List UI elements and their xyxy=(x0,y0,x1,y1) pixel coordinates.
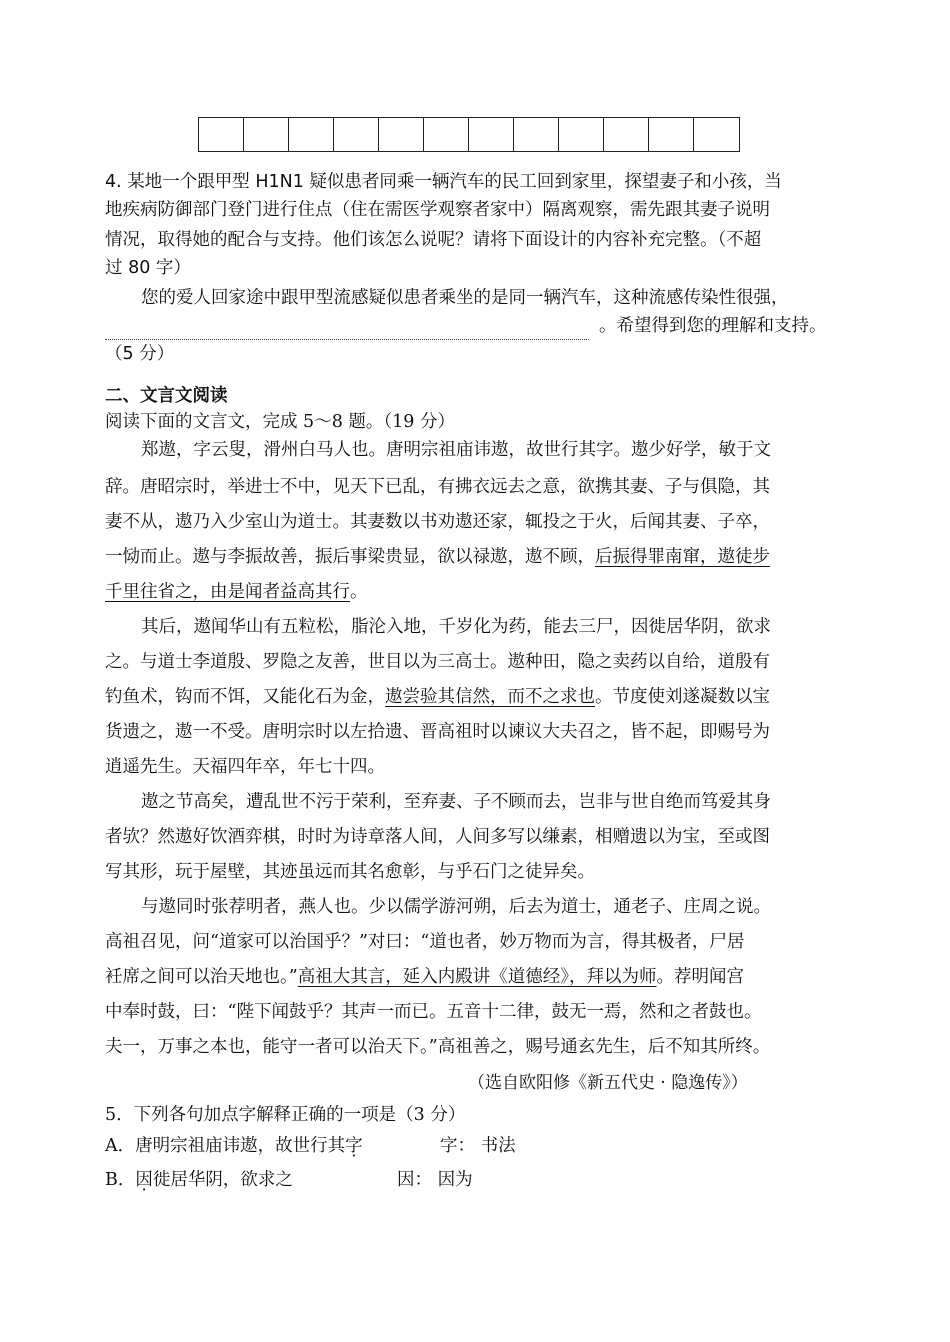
grid-cell[interactable] xyxy=(289,118,334,151)
grid-cell[interactable] xyxy=(244,118,289,151)
text-segment: 衽席之间可以治天地也。” xyxy=(105,967,298,987)
passage-p4-line-1: 与遨同时张荐明者，燕人也。少以儒学游河朔，后去为道士，通老子、庄周之说。 xyxy=(141,897,771,917)
text-segment: 。节度使刘遂凝数以宝 xyxy=(595,687,770,707)
option-b-gloss: 因： 因为 xyxy=(397,1170,473,1190)
passage-p2-line-4: 货遗之，遨一不受。唐明宗时以左拾遗、晋高祖时以谏议大夫召之，皆不起，即赐号为 xyxy=(105,722,770,742)
text-segment: 一恸而止。遨与李振故善，振后事梁贵显，欲以禄遨，遨不顾， xyxy=(105,547,595,567)
q5-stem: 5．下列各句加点字解释正确的一项是（3 分） xyxy=(105,1105,466,1125)
source-citation: （选自欧阳修《新五代史 · 隐逸传》） xyxy=(468,1073,748,1093)
passage-p4-line-3 xyxy=(105,963,744,991)
q4-line-6-tail: 。希望得到您的理解和支持。 xyxy=(599,316,827,336)
underlined-sentence-3: 高祖大其言，延入内殿讲《道德经》，拜以为师 xyxy=(297,967,657,987)
passage-p4-line-4: 中奉时鼓，曰：“陛下闻鼓乎？其声一而已。五音十二律，鼓无一焉，然和之者鼓也。 xyxy=(105,1002,762,1022)
option-a-gloss: 字： 书法 xyxy=(440,1136,516,1156)
answer-grid xyxy=(198,117,740,152)
q4-line-4: 过 80 字） xyxy=(105,258,191,278)
text-segment: 。荐明闻宫 xyxy=(656,967,744,987)
grid-cell[interactable] xyxy=(379,118,424,151)
passage-p4-line-5: 夫一，万事之本也，能守一者可以治天下。”高祖善之，赐号通玄先生，后不知其所终。 xyxy=(105,1037,771,1057)
q4-score: （5 分） xyxy=(105,344,175,364)
grid-cell[interactable] xyxy=(559,118,604,151)
text-segment: 。 xyxy=(350,582,368,602)
answer-blank[interactable] xyxy=(105,319,589,340)
underlined-sentence-1a: 后振得罪南窜，遨徒步 xyxy=(595,547,770,567)
option-b-label: B． xyxy=(105,1170,136,1190)
passage-p1-line-2: 辞。唐昭宗时，举进士不中，见天下已乱，有拂衣远去之意，欲携其妻、子与俱隐，其 xyxy=(105,477,770,497)
option-a-text: A．唐明宗祖庙讳遨，故世行其 xyxy=(105,1136,346,1156)
passage-p1-line-1: 郑遨，字云叟，滑州白马人也。唐明宗祖庙讳遨，故世行其字。遨少好学，敏于文 xyxy=(141,440,771,460)
text-segment: 钓鱼术，钩而不饵，又能化石为金， xyxy=(105,687,385,707)
option-b-text: 徙居华阴，欲求之 xyxy=(152,1170,293,1190)
q4-line-3: 情况，取得她的配合与支持。他们该怎么说呢？请将下面设计的内容补充完整。（不超 xyxy=(105,230,762,250)
passage-p1-line-4 xyxy=(105,543,770,571)
passage-p1-line-5 xyxy=(105,578,368,606)
underlined-sentence-2: 遨尝验其信然，而不之求也 xyxy=(385,687,595,707)
passage-p3-line-2: 者欤？然遨好饮酒弈棋，时时为诗章落人间，人间多写以缣素，相赠遗以为宝，至或图 xyxy=(105,827,770,847)
grid-cell[interactable] xyxy=(424,118,469,151)
grid-cell[interactable] xyxy=(514,118,559,151)
q5-option-b[interactable] xyxy=(105,1166,293,1194)
passage-p2-line-2: 之。与道士李道殷、罗隐之友善，世目以为三高士。遨种田，隐之卖药以自给，道殷有 xyxy=(105,652,770,672)
q4-line-5: 您的爱人回家途中跟甲型流感疑似患者乘坐的是同一辆汽车，这种流感传染性很强， xyxy=(141,288,789,308)
emphasized-char: 因 xyxy=(135,1170,153,1190)
q5-option-a[interactable] xyxy=(105,1132,363,1160)
grid-cell[interactable] xyxy=(604,118,649,151)
passage-p4-line-2: 高祖召见，问“道家可以治国乎？”对曰：“道也者，妙万物而为言，得其极者，尸居 xyxy=(105,932,745,952)
passage-p2-line-1: 其后，遨闻华山有五粒松，脂沦入地，千岁化为药，能去三尸，因徙居华阴，欲求 xyxy=(141,617,771,637)
q4-answer-line xyxy=(105,312,827,340)
passage-p2-line-5: 逍遥先生。天福四年卒，年七十四。 xyxy=(105,757,385,777)
passage-p2-line-3 xyxy=(105,683,770,711)
passage-p3-line-1: 遨之节高矣，遭乱世不污于荣利，至弃妻、子不顾而去，岂非与世自绝而笃爱其身 xyxy=(141,792,771,812)
grid-cell[interactable] xyxy=(694,118,739,151)
underlined-sentence-1b: 千里往省之，由是闻者益高其行 xyxy=(105,582,350,602)
section-instruction: 阅读下面的文言文，完成 5～8 题。（19 分） xyxy=(105,412,455,432)
grid-cell[interactable] xyxy=(469,118,514,151)
q4-line-2: 地疾病防御部门登门进行住点（住在需医学观察者家中）隔离观察，需先跟其妻子说明 xyxy=(105,200,770,220)
grid-cell[interactable] xyxy=(334,118,379,151)
emphasized-char: 字 xyxy=(345,1136,363,1156)
grid-cell[interactable] xyxy=(649,118,694,151)
passage-p1-line-3: 妻不从，遨乃入少室山为道士。其妻数以书劝遨还家，辄投之于火，后闻其妻、子卒， xyxy=(105,512,770,532)
section-heading: 二、文言文阅读 xyxy=(105,386,228,406)
q4-line-1: 4. 某地一个跟甲型 H1N1 疑似患者同乘一辆汽车的民工回到家里，探望妻子和小孩，当 xyxy=(105,172,782,192)
grid-cell[interactable] xyxy=(199,118,244,151)
passage-p3-line-3: 写其形，玩于屋壁，其迹虽远而其名愈彰，与乎石门之徒异矣。 xyxy=(105,862,595,882)
